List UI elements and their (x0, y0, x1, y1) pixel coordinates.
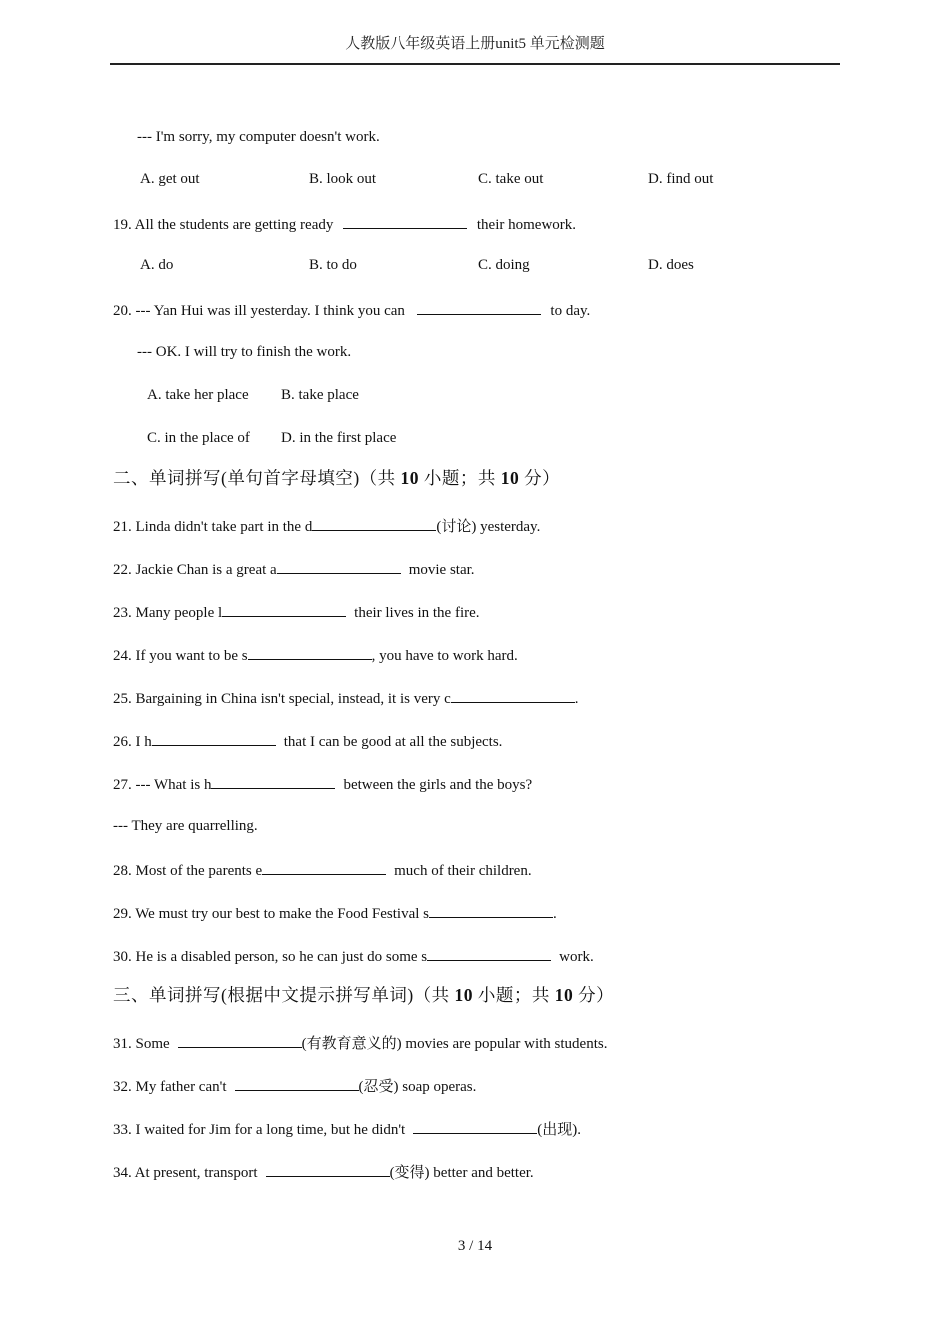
q18-option-d: D. find out (648, 171, 714, 187)
q19-option-b: B. to do (309, 257, 357, 273)
q29-text-after: . (553, 906, 557, 922)
q21-text-after: (讨论) yesterday. (436, 519, 541, 535)
q20-answer-line: --- OK. I will try to finish the work. (137, 344, 352, 360)
q22-text-before: 22. Jackie Chan is a great a (113, 562, 277, 578)
q26-blank (152, 731, 276, 746)
q20-text-before: 20. --- Yan Hui was ill yesterday. I think you can (113, 303, 405, 319)
question-31 (113, 1033, 607, 1053)
q20-option-d: D. in the first place (281, 430, 397, 446)
q27-blank (211, 774, 335, 789)
q25-text-after: . (574, 691, 579, 707)
q22-text-after: movie star. (408, 562, 475, 578)
section-3-heading (113, 984, 614, 1006)
q24-blank (248, 645, 372, 660)
question-34 (113, 1162, 534, 1182)
q31-text-before: 31. Some (113, 1036, 170, 1052)
q25-text-before: 25. Bargaining in China isn't special, instead, it is very c (113, 691, 451, 707)
page-separator: / (469, 1238, 474, 1254)
q27-answer-line: --- They are quarrelling. (113, 818, 258, 834)
q21-text-before: 21. Linda didn't take part in the d (113, 519, 313, 535)
question-19 (113, 214, 576, 234)
q24-text-before: 24. If you want to be s (113, 648, 248, 664)
q34-text-before: 34. At present, transport (113, 1165, 258, 1181)
header-rule (110, 63, 840, 65)
q30-text-before: 30. He is a disabled person, so he can just do some s (113, 949, 428, 965)
question-25 (113, 688, 579, 708)
section-2-count: 10 (400, 468, 420, 488)
q26-text-before: 26. I h (113, 734, 152, 750)
q18-option-a: A. get out (140, 171, 200, 187)
question-29 (113, 903, 557, 923)
section-3-score: 10 (554, 985, 574, 1005)
question-28 (113, 860, 532, 880)
q30-text-after: work. (559, 949, 594, 965)
q23-text-before: 23. Many people l (113, 605, 223, 621)
page-total: 14 (477, 1238, 493, 1254)
question-20 (113, 300, 590, 320)
q30-blank (427, 946, 551, 961)
q26-text-after: that I can be good at all the subjects. (283, 734, 503, 750)
q32-text-after: (忍受) soap operas. (358, 1079, 477, 1095)
q33-blank (413, 1119, 537, 1134)
page-number (0, 1238, 950, 1255)
q20-blank (417, 300, 541, 315)
q24-text-after: , you have to work hard. (371, 648, 518, 664)
section-3-count: 10 (454, 985, 474, 1005)
q20-text-after: to day. (550, 303, 591, 319)
q32-blank (235, 1076, 359, 1091)
q28-text-after: much of their children. (394, 863, 532, 879)
q19-text-before: 19. All the students are getting ready (113, 217, 334, 233)
question-27 (113, 774, 532, 794)
section-2-prefix: 二、单词拼写(单句首字母填空)（共 (113, 468, 396, 488)
q34-blank (266, 1162, 390, 1177)
q23-blank (222, 602, 346, 617)
q20-option-b: B. take place (281, 387, 359, 403)
q20-option-c: C. in the place of (147, 430, 250, 446)
section-2-heading (113, 467, 560, 489)
q19-text-after: their homework. (476, 217, 577, 233)
q28-blank (262, 860, 386, 875)
q19-option-d: D. does (648, 257, 694, 273)
q19-option-a: A. do (140, 257, 174, 273)
section-3-prefix: 三、单词拼写(根据中文提示拼写单词)（共 (113, 985, 450, 1005)
question-24 (113, 645, 518, 665)
q19-option-c: C. doing (478, 257, 530, 273)
question-30 (113, 946, 594, 966)
q27-text-before: 27. --- What is h (113, 777, 212, 793)
q29-text-before: 29. We must try our best to make the Food Festival s (113, 906, 429, 922)
q20-option-a: A. take her place (147, 387, 249, 403)
question-21 (113, 516, 540, 536)
section-3-suffix: 分） (578, 985, 615, 1005)
section-2-suffix: 分） (524, 468, 561, 488)
q23-text-after: their lives in the fire. (354, 605, 480, 621)
q31-text-after: (有教育意义的) movies are popular with students. (301, 1036, 608, 1052)
q33-text-after: (出现). (537, 1122, 581, 1138)
q32-text-before: 32. My father can't (113, 1079, 227, 1095)
section-2-mid: 小题；共 (423, 468, 496, 488)
q19-blank (343, 214, 467, 229)
question-33 (113, 1119, 581, 1139)
q18-option-c: C. take out (478, 171, 544, 187)
q18-option-b: B. look out (309, 171, 377, 187)
question-32 (113, 1076, 476, 1096)
question-23 (113, 602, 480, 622)
q29-blank (429, 903, 553, 918)
question-26 (113, 731, 502, 751)
q18-answer-line: --- I'm sorry, my computer doesn't work. (137, 129, 380, 145)
q21-blank (312, 516, 436, 531)
q34-text-after: (变得) better and better. (389, 1165, 534, 1181)
q28-text-before: 28. Most of the parents e (113, 863, 263, 879)
question-22 (113, 559, 475, 579)
q22-blank (277, 559, 401, 574)
q27-text-after: between the girls and the boys? (343, 777, 533, 793)
page-header-title: 人教版八年级英语上册unit5 单元检测题 (345, 36, 605, 52)
section-3-mid: 小题；共 (477, 985, 550, 1005)
q25-blank (451, 688, 575, 703)
page-current: 3 (457, 1238, 466, 1254)
section-2-score: 10 (500, 468, 520, 488)
q31-blank (178, 1033, 302, 1048)
q33-text-before: 33. I waited for Jim for a long time, but he didn't (113, 1122, 406, 1138)
